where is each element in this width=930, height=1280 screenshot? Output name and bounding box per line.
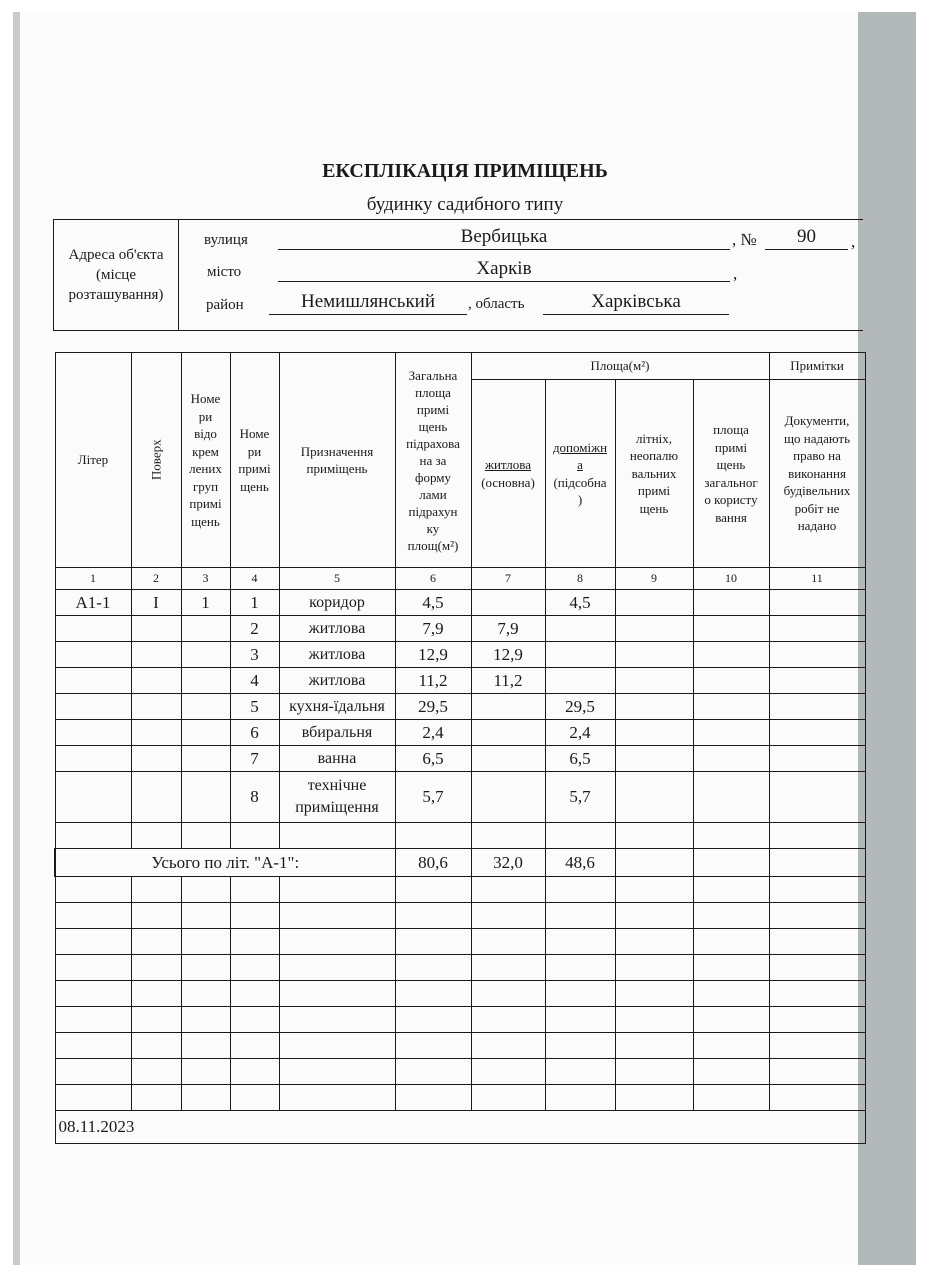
auxiliary-area-cell xyxy=(545,616,615,642)
room-number-cell: 7 xyxy=(230,746,279,772)
table-row xyxy=(55,668,865,694)
header-living xyxy=(471,380,545,568)
col-num: 4 xyxy=(230,568,279,590)
auxiliary-area-cell: 6,5 xyxy=(545,746,615,772)
header-aux-title-2: а xyxy=(577,457,583,472)
header-purpose: Призначення приміщень xyxy=(279,353,395,568)
living-area-cell: 11,2 xyxy=(471,668,545,694)
date-row xyxy=(55,1111,865,1144)
group-cell: 1 xyxy=(181,590,230,616)
district-label: район xyxy=(206,297,244,313)
blank-row xyxy=(55,877,865,903)
table-row xyxy=(55,616,865,642)
floor-cell: I xyxy=(131,590,181,616)
total-auxiliary: 48,6 xyxy=(545,849,615,877)
col-num: 9 xyxy=(615,568,693,590)
header-living-title: житлова xyxy=(484,457,532,472)
header-notes: Документи, що надають право на виконання будівельних робіт не надано xyxy=(769,380,865,568)
blank-cell xyxy=(471,955,545,981)
header-area-group: Площа(м²) xyxy=(471,353,769,380)
notes-cell xyxy=(769,616,865,642)
blank-cell xyxy=(693,1059,769,1085)
blank-cell xyxy=(395,981,471,1007)
house-number-value: 90 xyxy=(765,226,848,250)
blank-cell xyxy=(131,903,181,929)
blank-cell xyxy=(181,1033,230,1059)
common-area-cell xyxy=(693,642,769,668)
blank-cell xyxy=(395,903,471,929)
street-value: Вербицька xyxy=(278,226,730,250)
header-notes-group: Примітки xyxy=(769,353,865,380)
common-area-cell xyxy=(693,616,769,642)
purpose-cell: вбиральня xyxy=(279,720,395,746)
living-area-cell: 12,9 xyxy=(471,642,545,668)
blank-cell xyxy=(181,1059,230,1085)
blank-cell xyxy=(55,981,131,1007)
blank-cell xyxy=(55,903,131,929)
blank-cell xyxy=(131,955,181,981)
liter-cell xyxy=(55,746,131,772)
blank-cell xyxy=(395,877,471,903)
address-label-cell xyxy=(54,220,179,330)
address-block xyxy=(53,219,863,331)
blank-row xyxy=(55,903,865,929)
blank-cell xyxy=(545,1033,615,1059)
blank-cell xyxy=(545,1059,615,1085)
address-label: Адреса об'єкта (місце розташування) xyxy=(68,247,164,303)
blank-cell xyxy=(693,1033,769,1059)
blank-cell xyxy=(693,955,769,981)
blank-cell xyxy=(55,1007,131,1033)
blank-cell xyxy=(471,877,545,903)
common-area-cell xyxy=(693,772,769,823)
number-label: , № xyxy=(732,230,757,249)
blank-cell xyxy=(230,877,279,903)
blank-cell xyxy=(131,877,181,903)
living-area-cell xyxy=(471,772,545,823)
blank-cell xyxy=(230,1059,279,1085)
summer-area-cell xyxy=(615,694,693,720)
blank-row xyxy=(55,955,865,981)
table-row xyxy=(55,642,865,668)
group-cell xyxy=(181,616,230,642)
blank-row xyxy=(55,929,865,955)
living-area-cell xyxy=(471,720,545,746)
blank-cell xyxy=(279,1059,395,1085)
liter-cell xyxy=(55,668,131,694)
blank-cell xyxy=(55,1085,131,1111)
blank-cell xyxy=(230,1085,279,1111)
blank-cell xyxy=(545,1085,615,1111)
blank-cell xyxy=(615,1059,693,1085)
common-area-cell xyxy=(693,590,769,616)
blank-cell xyxy=(545,877,615,903)
total-area-cell: 5,7 xyxy=(395,772,471,823)
blank-cell xyxy=(693,903,769,929)
blank-cell xyxy=(769,1033,865,1059)
blank-cell xyxy=(545,1007,615,1033)
purpose-cell: ванна xyxy=(279,746,395,772)
blank-cell xyxy=(471,929,545,955)
blank-row xyxy=(55,981,865,1007)
total-label: Усього по літ. "А-1": xyxy=(55,849,395,877)
header-floor xyxy=(131,353,181,568)
purpose-cell: технічне приміщення xyxy=(279,772,395,823)
blank-cell xyxy=(769,955,865,981)
room-number-cell: 2 xyxy=(230,616,279,642)
column-number-row xyxy=(55,568,865,590)
living-area-cell xyxy=(471,746,545,772)
rooms-table xyxy=(54,352,866,1144)
liter-cell: А1-1 xyxy=(55,590,131,616)
header-aux-sub: (підсобна ) xyxy=(553,474,607,507)
summer-area-cell xyxy=(615,642,693,668)
floor-cell xyxy=(131,772,181,823)
common-area-cell xyxy=(693,694,769,720)
table-row xyxy=(55,746,865,772)
total-area-cell: 12,9 xyxy=(395,642,471,668)
blank-cell xyxy=(615,1085,693,1111)
total-area-cell: 4,5 xyxy=(395,590,471,616)
blank-cell xyxy=(55,1059,131,1085)
blank-cell xyxy=(471,1059,545,1085)
auxiliary-area-cell: 2,4 xyxy=(545,720,615,746)
floor-cell xyxy=(131,642,181,668)
blank-cell xyxy=(230,955,279,981)
liter-cell xyxy=(55,694,131,720)
blank-cell xyxy=(131,1007,181,1033)
auxiliary-area-cell: 5,7 xyxy=(545,772,615,823)
floor-cell xyxy=(131,694,181,720)
col-num: 1 xyxy=(55,568,131,590)
liter-cell xyxy=(55,616,131,642)
room-number-cell: 4 xyxy=(230,668,279,694)
purpose-cell: житлова xyxy=(279,642,395,668)
notes-cell xyxy=(769,694,865,720)
living-area-cell xyxy=(471,694,545,720)
blank-cell xyxy=(545,903,615,929)
blank-cell xyxy=(545,981,615,1007)
auxiliary-area-cell xyxy=(545,642,615,668)
auxiliary-area-cell xyxy=(545,668,615,694)
blank-cell xyxy=(395,1007,471,1033)
street-label: вулиця xyxy=(204,232,248,248)
summer-area-cell xyxy=(615,772,693,823)
blank-cell xyxy=(769,903,865,929)
purpose-cell: кухня-їдальня xyxy=(279,694,395,720)
col-num: 10 xyxy=(693,568,769,590)
blank-cell xyxy=(769,929,865,955)
header-summer: літніх, неопалю вальних примі щень xyxy=(615,380,693,568)
region-label: , область xyxy=(468,296,525,312)
notes-cell xyxy=(769,720,865,746)
blank-cell xyxy=(693,981,769,1007)
total-row xyxy=(55,849,865,877)
blank-cell xyxy=(693,1007,769,1033)
room-number-cell: 5 xyxy=(230,694,279,720)
group-cell xyxy=(181,694,230,720)
city-label: місто xyxy=(207,264,242,280)
blank-cell xyxy=(769,1059,865,1085)
city-value: Харків xyxy=(278,258,730,282)
header-room-numbers: Номе ри примі щень xyxy=(230,353,279,568)
document-date: 08.11.2023 xyxy=(55,1111,865,1144)
header-group-numbers: Номе ри відо крем лених груп примі щень xyxy=(181,353,230,568)
room-number-cell: 6 xyxy=(230,720,279,746)
blank-cell xyxy=(230,1033,279,1059)
blank-cell xyxy=(471,1085,545,1111)
purpose-cell: житлова xyxy=(279,668,395,694)
floor-cell xyxy=(131,746,181,772)
col-num: 6 xyxy=(395,568,471,590)
blank-cell xyxy=(769,877,865,903)
blank-cell xyxy=(769,1007,865,1033)
col-num: 3 xyxy=(181,568,230,590)
total-area-cell: 2,4 xyxy=(395,720,471,746)
group-cell xyxy=(181,746,230,772)
table-row xyxy=(55,720,865,746)
header-liter xyxy=(55,353,131,568)
blank-cell xyxy=(55,929,131,955)
document-title: ЕКСПЛІКАЦІЯ ПРИМІЩЕНЬ xyxy=(322,160,608,182)
blank-row xyxy=(55,1085,865,1111)
notes-cell xyxy=(769,668,865,694)
liter-cell xyxy=(55,720,131,746)
comma-1: , xyxy=(851,232,856,251)
summer-area-cell xyxy=(615,746,693,772)
blank-cell xyxy=(279,1085,395,1111)
col-num: 2 xyxy=(131,568,181,590)
common-area-cell xyxy=(693,746,769,772)
region-value: Харківська xyxy=(543,291,729,315)
common-area-cell xyxy=(693,720,769,746)
blank-cell xyxy=(279,877,395,903)
header-floor-text: Поверх xyxy=(148,439,164,481)
total-area-cell: 7,9 xyxy=(395,616,471,642)
total-area-cell: 29,5 xyxy=(395,694,471,720)
blank-cell xyxy=(693,877,769,903)
header-auxiliary xyxy=(545,380,615,568)
blank-cell xyxy=(545,955,615,981)
blank-cell xyxy=(769,1085,865,1111)
blank-cell xyxy=(55,955,131,981)
header-total-area: Загальна площа примі щень підрахова на за форму лами підрахун ку площ(м²) xyxy=(395,353,471,568)
blank-cell xyxy=(55,877,131,903)
comma-2: , xyxy=(733,264,738,283)
blank-cell xyxy=(615,1007,693,1033)
blank-row xyxy=(55,1007,865,1033)
blank-row xyxy=(55,823,865,849)
summer-area-cell xyxy=(615,590,693,616)
blank-cell xyxy=(131,1033,181,1059)
blank-cell xyxy=(230,903,279,929)
header-common: площа примі щень загальног о користу вання xyxy=(693,380,769,568)
blank-cell xyxy=(471,1033,545,1059)
blank-cell xyxy=(279,1007,395,1033)
blank-cell xyxy=(279,981,395,1007)
blank-cell xyxy=(131,1059,181,1085)
blank-cell xyxy=(615,929,693,955)
blank-cell xyxy=(693,1085,769,1111)
blank-cell xyxy=(131,929,181,955)
total-living: 32,0 xyxy=(471,849,545,877)
blank-cell xyxy=(181,1007,230,1033)
blank-cell xyxy=(131,981,181,1007)
header-aux-title-1: допоміжн xyxy=(552,439,608,455)
liter-cell xyxy=(55,642,131,668)
blank-cell xyxy=(545,929,615,955)
blank-cell xyxy=(55,1033,131,1059)
header-living-sub: (основна) xyxy=(481,474,535,490)
blank-cell xyxy=(471,1007,545,1033)
auxiliary-area-cell: 4,5 xyxy=(545,590,615,616)
auxiliary-area-cell: 29,5 xyxy=(545,694,615,720)
blank-cell xyxy=(181,877,230,903)
blank-cell xyxy=(181,903,230,929)
table-row xyxy=(55,772,865,823)
blank-cell xyxy=(395,955,471,981)
group-cell xyxy=(181,772,230,823)
living-area-cell xyxy=(471,590,545,616)
blank-cell xyxy=(395,929,471,955)
blank-cell xyxy=(471,981,545,1007)
document-subtitle: будинку садибного типу xyxy=(366,194,564,215)
blank-cell xyxy=(769,981,865,1007)
total-area-cell: 11,2 xyxy=(395,668,471,694)
blank-cell xyxy=(615,955,693,981)
total-area-cell: 6,5 xyxy=(395,746,471,772)
blank-cell xyxy=(395,1033,471,1059)
blank-cell xyxy=(230,929,279,955)
blank-cell xyxy=(615,981,693,1007)
notes-cell xyxy=(769,772,865,823)
table-row xyxy=(55,694,865,720)
blank-cell xyxy=(181,929,230,955)
liter-cell xyxy=(55,772,131,823)
blank-cell xyxy=(615,903,693,929)
blank-cell xyxy=(279,955,395,981)
notes-cell xyxy=(769,642,865,668)
summer-area-cell xyxy=(615,720,693,746)
floor-cell xyxy=(131,720,181,746)
purpose-cell: коридор xyxy=(279,590,395,616)
blank-row xyxy=(55,1033,865,1059)
notes-cell xyxy=(769,590,865,616)
blank-cell xyxy=(395,1085,471,1111)
table-row xyxy=(55,590,865,616)
blank-cell xyxy=(230,1007,279,1033)
district-value: Немишлянський xyxy=(269,291,467,315)
group-cell xyxy=(181,642,230,668)
blank-cell xyxy=(279,903,395,929)
room-number-cell: 3 xyxy=(230,642,279,668)
living-area-cell: 7,9 xyxy=(471,616,545,642)
blank-cell xyxy=(181,955,230,981)
blank-row xyxy=(55,1059,865,1085)
notes-cell xyxy=(769,746,865,772)
summer-area-cell xyxy=(615,616,693,642)
blank-cell xyxy=(181,1085,230,1111)
blank-cell xyxy=(230,981,279,1007)
blank-cell xyxy=(693,929,769,955)
blank-cell xyxy=(181,981,230,1007)
col-num: 7 xyxy=(471,568,545,590)
blank-cell xyxy=(131,1085,181,1111)
purpose-cell: житлова xyxy=(279,616,395,642)
blank-cell xyxy=(471,903,545,929)
room-number-cell: 1 xyxy=(230,590,279,616)
group-cell xyxy=(181,720,230,746)
blank-cell xyxy=(279,929,395,955)
floor-cell xyxy=(131,668,181,694)
blank-cell xyxy=(615,1033,693,1059)
col-num: 11 xyxy=(769,568,865,590)
blank-cell xyxy=(279,1033,395,1059)
common-area-cell xyxy=(693,668,769,694)
summer-area-cell xyxy=(615,668,693,694)
floor-cell xyxy=(131,616,181,642)
col-num: 8 xyxy=(545,568,615,590)
total-area: 80,6 xyxy=(395,849,471,877)
header-liter-text: Літер xyxy=(77,452,109,468)
room-number-cell: 8 xyxy=(230,772,279,823)
blank-cell xyxy=(615,877,693,903)
col-num: 5 xyxy=(279,568,395,590)
group-cell xyxy=(181,668,230,694)
blank-cell xyxy=(395,1059,471,1085)
